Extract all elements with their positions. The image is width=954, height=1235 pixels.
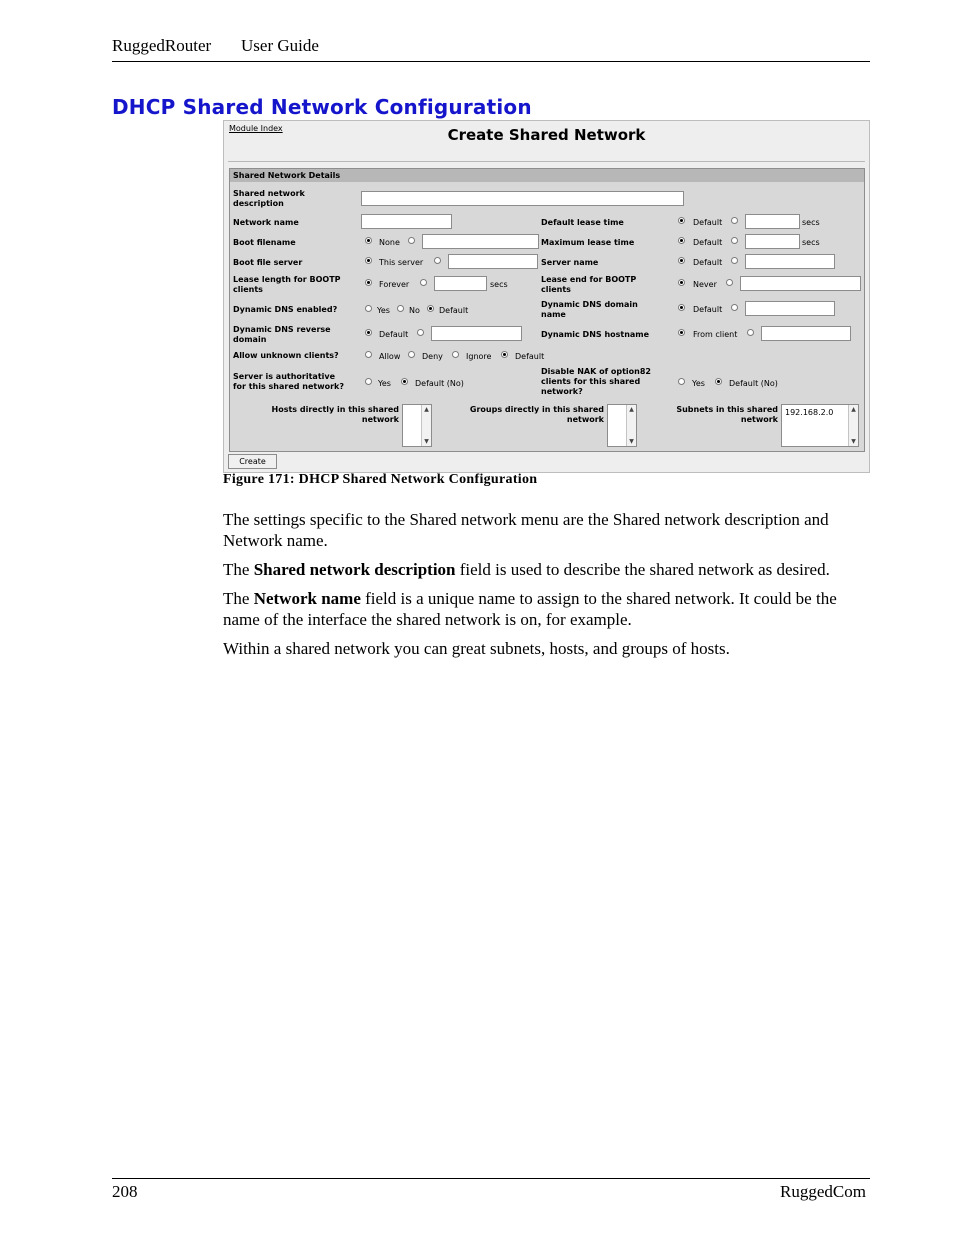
create-button[interactable]: Create xyxy=(228,454,277,469)
scroll-down-icon[interactable]: ▼ xyxy=(851,438,856,445)
scroll-down-icon[interactable]: ▼ xyxy=(629,438,634,445)
label-boot-filename: Boot filename xyxy=(233,238,296,247)
ddns-reverse-custom-radio[interactable] xyxy=(417,329,424,336)
paragraph: The settings specific to the Shared network menu are the Shared network description and Network name. xyxy=(223,510,829,550)
shared-network-description-input[interactable] xyxy=(361,191,684,206)
screenshot-create-shared-network xyxy=(223,120,870,473)
server-name-custom-radio[interactable] xyxy=(731,257,738,264)
header-guide: User Guide xyxy=(241,36,319,55)
shared-network-details-panel xyxy=(229,168,865,452)
ddns-no-label: No xyxy=(409,306,420,315)
boot-server-this-radio[interactable] xyxy=(365,257,372,264)
section-title: DHCP Shared Network Configuration xyxy=(112,95,532,119)
nak-default-label: Default (No) xyxy=(729,379,778,388)
label-dynamic-dns-enabled: Dynamic DNS enabled? xyxy=(233,305,338,314)
ddns-hostname-client-radio[interactable] xyxy=(678,329,685,336)
subnets-list-scrollbar[interactable] xyxy=(848,405,858,446)
footer-company: RuggedCom xyxy=(780,1182,866,1201)
lease-length-forever-label: Forever xyxy=(379,280,410,289)
lease-length-input[interactable] xyxy=(434,276,487,291)
nak-yes-label: Yes xyxy=(692,379,705,388)
lease-end-never-label: Never xyxy=(693,280,717,289)
body-text xyxy=(223,509,873,667)
label-hosts-in-shared-network: Hosts directly in this shared network xyxy=(271,405,399,424)
max-lease-secs-label: secs xyxy=(802,238,820,247)
label-dynamic-dns-hostname: Dynamic DNS hostname xyxy=(541,330,650,339)
figure-caption: Figure 171: DHCP Shared Network Configuration xyxy=(223,472,538,487)
hosts-list-scrollbar[interactable] xyxy=(421,405,431,446)
panel-title: Shared Network Details xyxy=(230,169,864,182)
ddns-domain-custom-radio[interactable] xyxy=(731,304,738,311)
lease-length-secs-label: secs xyxy=(490,280,508,289)
unknown-default-radio[interactable] xyxy=(501,351,508,358)
label-boot-file-server: Boot file server xyxy=(233,258,303,267)
unknown-deny-label: Deny xyxy=(422,352,443,361)
subnet-list-item[interactable]: 192.168.2.0 xyxy=(785,408,834,417)
label-default-lease-time: Default lease time xyxy=(541,218,624,227)
subnets-list[interactable] xyxy=(781,404,859,447)
scroll-up-icon[interactable]: ▲ xyxy=(851,406,856,413)
ddns-reverse-default-radio[interactable] xyxy=(365,329,372,336)
default-lease-input[interactable] xyxy=(745,214,800,229)
module-index-link[interactable]: Module Index xyxy=(229,124,283,133)
page-footer xyxy=(112,1178,870,1201)
ddns-hostname-input[interactable] xyxy=(761,326,851,341)
unknown-deny-radio[interactable] xyxy=(408,351,415,358)
label-subnets-in-shared-network: Subnets in this shared network xyxy=(676,405,778,424)
label-server-name: Server name xyxy=(541,258,599,267)
ddns-yes-radio[interactable] xyxy=(365,305,372,312)
scroll-down-icon[interactable]: ▼ xyxy=(424,438,429,445)
label-maximum-lease-time: Maximum lease time xyxy=(541,238,635,247)
boot-server-custom-radio[interactable] xyxy=(434,257,441,264)
lease-end-custom-radio[interactable] xyxy=(726,279,733,286)
unknown-allow-label: Allow xyxy=(379,352,401,361)
label-dynamic-dns-domain: Dynamic DNS domain name xyxy=(541,300,638,319)
label-allow-unknown-clients: Allow unknown clients? xyxy=(233,351,339,360)
unknown-allow-radio[interactable] xyxy=(365,351,372,358)
ddns-domain-default-label: Default xyxy=(693,305,723,314)
ddns-default-radio[interactable] xyxy=(427,305,434,312)
label-network-name: Network name xyxy=(233,218,299,227)
max-lease-custom-radio[interactable] xyxy=(731,237,738,244)
ddns-no-radio[interactable] xyxy=(397,305,404,312)
ddns-reverse-default-label: Default xyxy=(379,330,409,339)
page-number: 208 xyxy=(112,1182,138,1201)
server-name-default-label: Default xyxy=(693,258,723,267)
default-lease-secs-label: secs xyxy=(802,218,820,227)
paragraph: The Shared network description field is used to describe the shared network as desired. xyxy=(223,560,830,579)
ddns-domain-default-radio[interactable] xyxy=(678,304,685,311)
ddns-hostname-client-label: From client xyxy=(693,330,738,339)
network-name-input[interactable] xyxy=(361,214,452,229)
max-lease-default-label: Default xyxy=(693,238,723,247)
label-server-authoritative: Server is authoritative for this shared network? xyxy=(233,372,344,391)
ddns-domain-input[interactable] xyxy=(745,301,835,316)
hosts-list[interactable] xyxy=(402,404,432,447)
ddns-hostname-custom-radio[interactable] xyxy=(747,329,754,336)
ddns-yes-label: Yes xyxy=(377,306,390,315)
boot-filename-none-radio[interactable] xyxy=(365,237,372,244)
unknown-ignore-label: Ignore xyxy=(466,352,492,361)
scroll-up-icon[interactable]: ▲ xyxy=(424,406,429,413)
max-lease-input[interactable] xyxy=(745,234,800,249)
label-lease-length-bootp: Lease length for BOOTP clients xyxy=(233,275,341,294)
label-disable-nak-option82: Disable NAK of option82 clients for this shared network? xyxy=(541,367,651,396)
boot-filename-input[interactable] xyxy=(422,234,539,249)
paragraph: Within a shared network you can great subnets, hosts, and groups of hosts. xyxy=(223,639,730,658)
default-lease-default-radio[interactable] xyxy=(678,217,685,224)
server-name-default-radio[interactable] xyxy=(678,257,685,264)
label-groups-in-shared-network: Groups directly in this shared network xyxy=(469,405,604,424)
label-dynamic-dns-reverse-domain: Dynamic DNS reverse domain xyxy=(233,325,331,344)
lease-end-input[interactable] xyxy=(740,276,861,291)
title-divider xyxy=(228,161,865,162)
unknown-ignore-radio[interactable] xyxy=(452,351,459,358)
nak-default-radio[interactable] xyxy=(715,378,722,385)
nak-yes-radio[interactable] xyxy=(678,378,685,385)
unknown-default-label: Default xyxy=(515,352,545,361)
groups-list-scrollbar[interactable] xyxy=(626,405,636,446)
label-shared-network-description: Shared network description xyxy=(233,189,305,208)
page-header xyxy=(112,35,870,62)
groups-list[interactable] xyxy=(607,404,637,447)
ddns-default-label: Default xyxy=(439,306,469,315)
authoritative-yes-label: Yes xyxy=(378,379,391,388)
lease-end-never-radio[interactable] xyxy=(678,279,685,286)
authoritative-default-label: Default (No) xyxy=(415,379,464,388)
ddns-reverse-input[interactable] xyxy=(431,326,522,341)
boot-server-this-label: This server xyxy=(379,258,424,267)
lease-length-forever-radio[interactable] xyxy=(365,279,372,286)
label-lease-end-bootp: Lease end for BOOTP clients xyxy=(541,275,637,294)
server-name-input[interactable] xyxy=(745,254,835,269)
form-title: Create Shared Network xyxy=(447,126,646,144)
authoritative-yes-radio[interactable] xyxy=(365,378,372,385)
boot-filename-custom-radio[interactable] xyxy=(408,237,415,244)
scroll-up-icon[interactable]: ▲ xyxy=(629,406,634,413)
boot-file-server-input[interactable] xyxy=(448,254,538,269)
header-product: RuggedRouter xyxy=(112,36,212,55)
default-lease-default-label: Default xyxy=(693,218,723,227)
paragraph: The Network name field is a unique name to assign to the shared network. It could be the name of the interface the shared network is on, for example. xyxy=(223,589,837,629)
boot-filename-none-label: None xyxy=(379,238,400,247)
max-lease-default-radio[interactable] xyxy=(678,237,685,244)
authoritative-default-radio[interactable] xyxy=(401,378,408,385)
default-lease-custom-radio[interactable] xyxy=(731,217,738,224)
lease-length-custom-radio[interactable] xyxy=(420,279,427,286)
